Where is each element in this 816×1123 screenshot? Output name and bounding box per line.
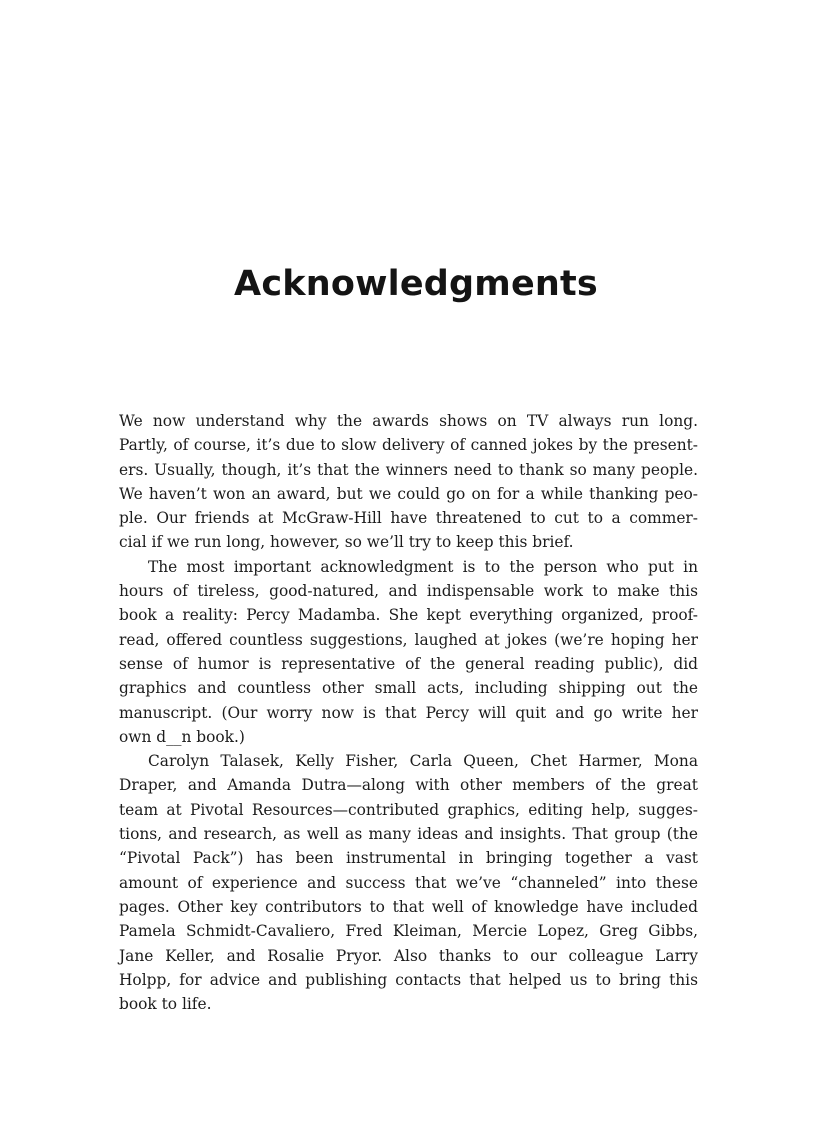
- text-line: pages. Other key contributors to that well of knowledge have included: [119, 897, 698, 916]
- text-line: tions, and research, as well as many ideas and insights. That group (the: [119, 825, 698, 844]
- text-line: book to life.: [119, 995, 212, 1014]
- text-line: sense of humor is representative of the general reading public), did: [119, 654, 698, 673]
- text-line: manuscript. (Our worry now is that Percy will quit and go write her: [119, 703, 698, 722]
- paragraph-intro: [119, 409, 698, 555]
- text-line: own d__n book.): [119, 727, 245, 746]
- text-line: Pamela Schmidt-Cavaliero, Fred Kleiman, Mercie Lopez, Greg Gibbs,: [119, 922, 698, 941]
- text-line: Draper, and Amanda Dutra—along with other members of the great: [119, 776, 698, 795]
- text-line: team at Pivotal Resources—contributed graphics, editing help, sugges-: [119, 800, 698, 819]
- paragraph-team: [119, 749, 698, 1016]
- text-line: book a reality: Percy Madamba. She kept everything organized, proof-: [119, 606, 698, 625]
- text-line: The most important acknowledgment is to the person who put in: [148, 557, 698, 576]
- text-line: Jane Keller, and Rosalie Pryor. Also thanks to our colleague Larry: [119, 946, 698, 965]
- text-line: ers. Usually, though, it’s that the winners need to thank so many people.: [119, 460, 698, 479]
- text-line: amount of experience and success that we’ve “channeled” into these: [119, 873, 698, 892]
- text-line: graphics and countless other small acts, including shipping out the: [119, 679, 698, 698]
- text-line: hours of tireless, good-natured, and indispensable work to make this: [119, 582, 698, 601]
- text-line: We haven’t won an award, but we could go on for a while thanking peo-: [119, 484, 698, 503]
- text-line: “Pivotal Pack”) has been instrumental in bringing together a vast: [119, 849, 698, 868]
- text-line: read, offered countless suggestions, laughed at jokes (we’re hoping her: [119, 630, 698, 649]
- paragraph-percy: [119, 555, 698, 749]
- text-line: ple. Our friends at McGraw-Hill have threatened to cut to a commer-: [119, 509, 698, 528]
- page-title: Acknowledgments: [234, 264, 598, 304]
- text-line: Carolyn Talasek, Kelly Fisher, Carla Queen, Chet Harmer, Mona: [148, 752, 698, 771]
- text-line: Holpp, for advice and publishing contacts that helped us to bring this: [119, 970, 698, 989]
- text-line: We now understand why the awards shows on TV always run long.: [119, 412, 698, 430]
- text-line: cial if we run long, however, so we’ll try to keep this brief.: [119, 533, 574, 552]
- acknowledgments-body: [119, 409, 698, 1016]
- text-line: Partly, of course, it’s due to slow delivery of canned jokes by the present-: [119, 436, 698, 455]
